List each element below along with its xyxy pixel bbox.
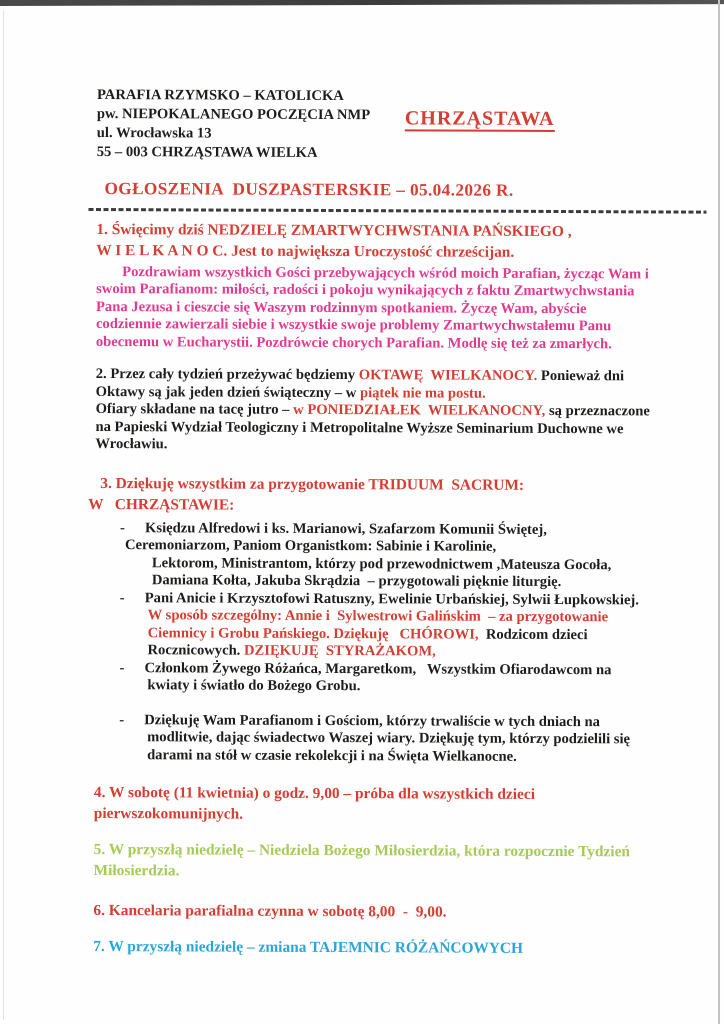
text-span: Lektorom, Ministrantom, którzy pod przewodnictwem ,Mateusza Gocoła, bbox=[151, 554, 612, 573]
text-line bbox=[93, 900, 649, 923]
text-span: W I E L K A N O C. Jest to największa Uroczystość chrześcijan. bbox=[96, 241, 515, 261]
section-6 bbox=[93, 900, 649, 923]
scan-edge-left bbox=[3, 10, 4, 1020]
text-span: są przeznaczone na Papieski Wydział Teologiczny i Metropolitalne Wyższe Seminarium Duchowne we Wrocławiu. bbox=[95, 402, 654, 453]
text-line bbox=[152, 555, 651, 575]
list-dash: - bbox=[120, 519, 125, 536]
text-line bbox=[147, 747, 650, 767]
text-line bbox=[120, 590, 651, 610]
document-content bbox=[88, 86, 654, 959]
parish-name: PARAFIA RZYMSKO – KATOLICKA bbox=[96, 86, 344, 105]
text-line bbox=[95, 400, 654, 456]
text-span: 7. W przyszłą niedzielę – zmiana TAJEMNIC RÓŻAŃCOWYCH bbox=[93, 937, 524, 957]
text-span: W sposób szczególny: Annie i Sylwestrowi Galińskim – za przygotowanie bbox=[147, 607, 609, 626]
triduum-thanks-item-rosary bbox=[94, 659, 650, 696]
list-dash: - bbox=[119, 711, 125, 728]
text-line bbox=[119, 660, 650, 680]
text-line bbox=[96, 218, 652, 241]
text-span: 3. Dziękuję wszystkim za przygotowanie TRIDUUM SACRUM: bbox=[100, 474, 525, 494]
text-span: Dziękuję Wam Parafianom i Gościom, którzy trwaliście w tych dniach na bbox=[144, 711, 601, 730]
separator-line bbox=[88, 208, 706, 213]
text-line bbox=[94, 782, 650, 826]
text-span: OKTAWĘ WIELKANOCY. bbox=[358, 367, 538, 384]
text-line bbox=[96, 263, 652, 353]
text-line bbox=[94, 839, 650, 883]
text-line bbox=[147, 642, 650, 662]
list-dash: - bbox=[119, 589, 125, 606]
text-span: w PONIEDZIAŁEK WIELKANOCNY, bbox=[293, 401, 546, 419]
triduum-thanks-item-clergy bbox=[95, 519, 651, 591]
text-line bbox=[96, 366, 652, 403]
text-span: Rocznicowych. bbox=[147, 642, 245, 659]
text-span: Damiana Kołta, Jakuba Skrądzia – przygotowali pięknie liturgię. bbox=[151, 572, 562, 591]
text-span: W CHRZĄSTAWIE: bbox=[88, 495, 235, 514]
triduum-thanks-item-parishioners bbox=[94, 711, 650, 766]
page-title: OGŁOSZENIA DUSZPASTERSKIE – 05.04.2026 R. bbox=[104, 179, 514, 200]
announcements-list bbox=[88, 218, 654, 959]
text-span: piątek nie ma postu. bbox=[359, 384, 486, 402]
text-span: Pozdrawiam wszystkich Gości przebywających wśród moich Parafian, życząc Wam i swoim Parafianom: miłości, radości i pokoju wynikających z faktu Zmartwychwstania Pana Jezusa i cieszcie się Waszym rodzinnym spotkaniem. Życzę Wam, abyście codziennie zawierzali siebie i wszystkie swoje problemy Zmartwychwstałemu Panu obecnemu w Eucharystii. Pozdrówcie chorych Parafian. Modlę się też za zmarłych. bbox=[95, 263, 653, 352]
text-line bbox=[147, 729, 650, 749]
text-span: DZIĘKUJĘ STYRAŻAKOM, bbox=[243, 642, 436, 660]
text-line bbox=[93, 936, 649, 959]
parish-street: ul. Wrocławska 13 bbox=[96, 124, 212, 142]
section-5 bbox=[94, 839, 650, 883]
text-span: modlitwie, dając świadectwo Waszej wiary. Dziękuję tym, którzy podzielili się bbox=[147, 729, 631, 748]
scan-edge-top bbox=[0, 0, 724, 6]
text-span: 2. Przez cały tydzień przeżywać będziemy bbox=[95, 365, 359, 384]
scan-edge-right bbox=[718, 0, 720, 1024]
parish-postal-city: 55 – 003 CHRZĄSTAWA WIELKA bbox=[96, 143, 318, 161]
text-span: 5. W przyszłą niedzielę – Niedziela Bożego Miłosierdzia, która rozpocznie Tydzień Miłosierdzia. bbox=[93, 840, 634, 880]
text-line bbox=[148, 625, 651, 645]
text-span: Ciemnicy i Grobu Pańskiego. Dziękuję CHÓROWI, bbox=[147, 624, 479, 643]
text-span: kwiaty i światło do Bożego Grobu. bbox=[147, 677, 361, 695]
text-line bbox=[125, 537, 651, 557]
text-span: Rodzicom dzieci bbox=[478, 626, 588, 643]
text-span: 4. W sobotę (11 kwietnia) o godz. 9,00 – próba dla wszystkich dzieci pierwszokomunijnych. bbox=[93, 783, 539, 823]
text-span: Ofiary składane na tacę jutro – bbox=[95, 400, 294, 418]
section-1-paragraph bbox=[96, 263, 652, 353]
section-3-heading bbox=[88, 472, 651, 516]
text-line bbox=[88, 493, 651, 516]
text-span: 6. Kancelaria parafialna czynna w sobotę 8,00 - 9,00. bbox=[93, 901, 447, 921]
text-line bbox=[147, 677, 650, 697]
list-dash: - bbox=[119, 659, 125, 676]
location-heading: CHRZĄSTAWA bbox=[404, 107, 555, 130]
parish-dedication: pw. NIEPOKALANEGO POCZĘCIA NMP bbox=[96, 105, 371, 124]
section-2 bbox=[95, 365, 654, 456]
text-span: Członkom Żywego Różańca, Margaretkom, Wszystkim Ofiarodawcom na bbox=[144, 659, 612, 678]
text-span: 1. Święcimy dziś NEDZIELĘ ZMARTWYCHWSTANIA PAŃSKIEGO , bbox=[96, 220, 572, 240]
text-line bbox=[152, 572, 651, 592]
text-span: Księdzu Alfredowi i ks. Marianowi, Szafarzom Komunii Świętej, bbox=[145, 519, 547, 538]
triduum-thanks-item-helpers bbox=[94, 589, 650, 661]
text-line bbox=[148, 607, 651, 627]
section-1-heading bbox=[96, 218, 652, 262]
section-7 bbox=[93, 936, 649, 959]
text-line bbox=[100, 473, 651, 496]
text-line bbox=[120, 520, 651, 540]
parish-header bbox=[97, 86, 653, 164]
section-4 bbox=[94, 782, 650, 826]
text-span: Ponieważ dni Oktawy są jak jeden dzień świąteczny – w bbox=[95, 367, 628, 401]
text-span: Ceremoniarzom, Paniom Organistkom: Sabinie i Karolinie, bbox=[124, 537, 497, 555]
text-span: Pani Anicie i Krzysztofowi Ratuszny, Ewelinie Urbańskiej, Sylwii Łupkowskiej. bbox=[144, 589, 640, 608]
text-span: darami na stół w czasie rekolekcji i na Święta Wielkanocne. bbox=[147, 746, 517, 765]
text-line bbox=[119, 712, 650, 732]
text-line bbox=[96, 239, 652, 262]
